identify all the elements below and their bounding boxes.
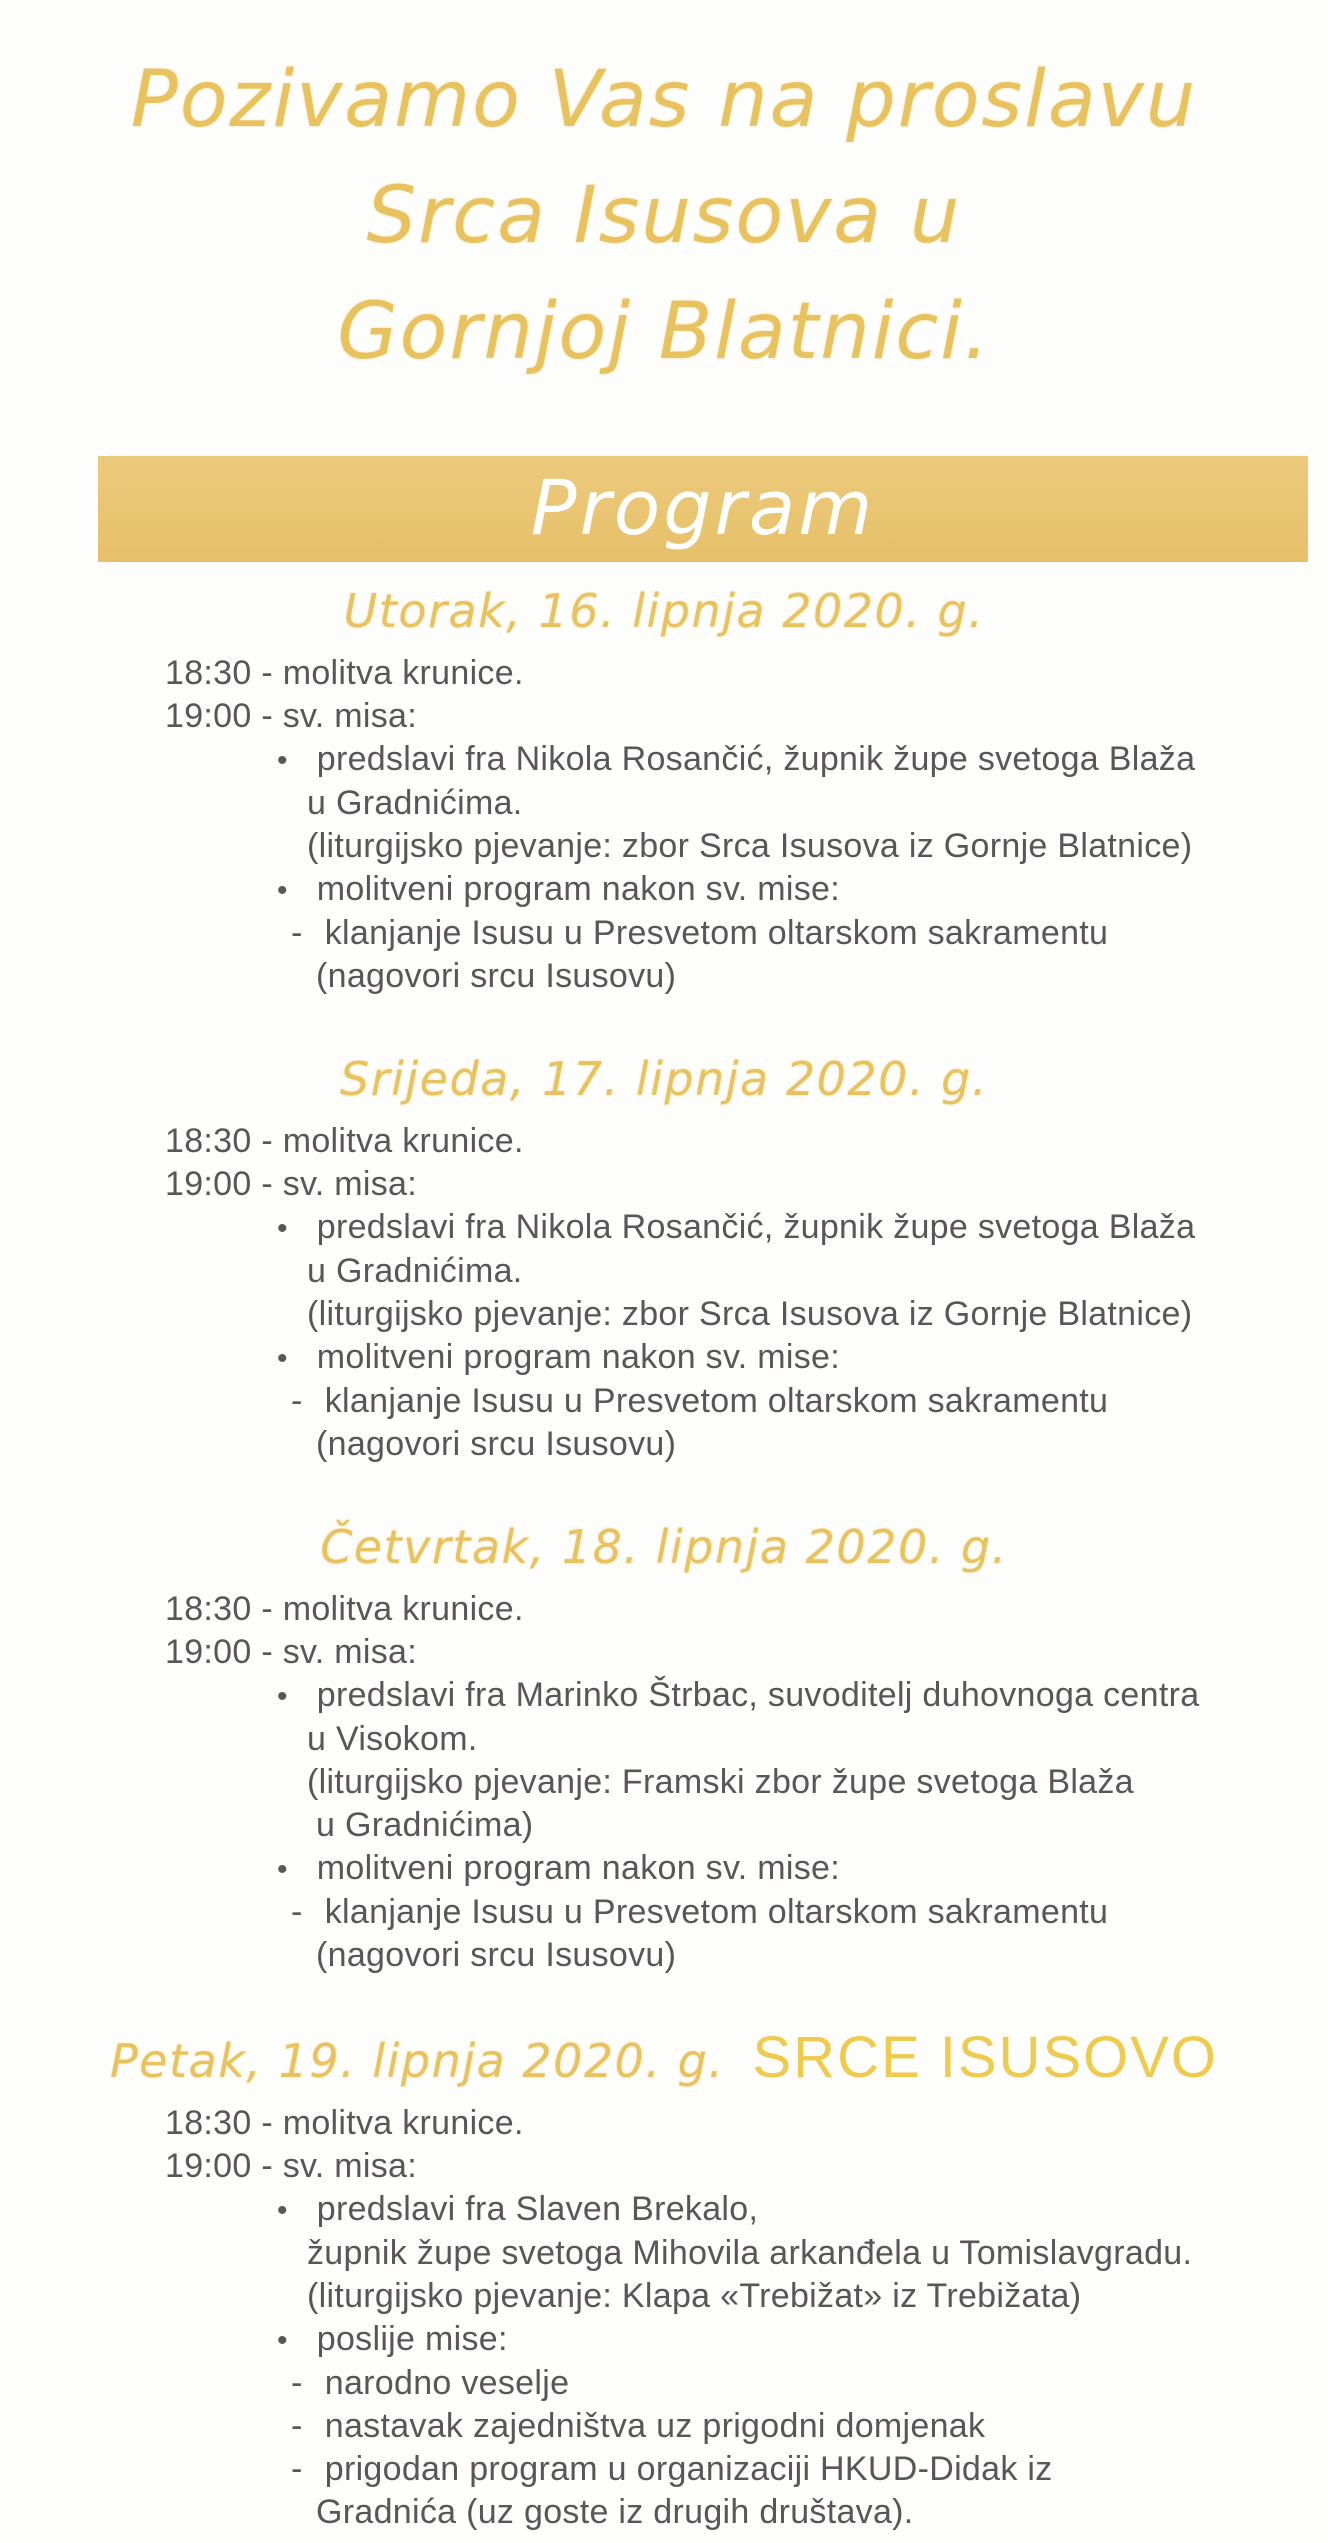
program-line: [0, 2145, 1328, 2188]
program-line: [0, 1120, 1328, 1163]
line-marker: -: [291, 1382, 303, 1420]
line-text: u Visokom.: [307, 1720, 478, 1758]
day-header-date-script: Petak, 19. lipnja 2020. g.: [109, 2034, 725, 2088]
program-line: [0, 1336, 1328, 1380]
program-banner: [98, 456, 1308, 562]
line-marker: -: [291, 1893, 303, 1931]
line-marker: •: [277, 2194, 288, 2227]
program-line: [0, 1674, 1328, 1718]
day-header-feast-caps: SRCE ISUSOVO: [752, 2025, 1219, 2090]
program-line: [0, 1588, 1328, 1631]
line-marker: •: [277, 1342, 288, 1375]
line-text: 19:00 - sv. misa:: [165, 2147, 417, 2185]
line-marker: •: [277, 1212, 288, 1245]
line-marker: -: [291, 914, 303, 952]
line-marker: •: [277, 1853, 288, 1886]
line-text: prigodan program u organizaciji HKUD-Didak iz: [315, 2450, 1053, 2488]
line-text: Gradnića (uz goste iz drugih društava).: [316, 2493, 914, 2531]
program-line: [0, 1934, 1328, 1977]
line-marker: •: [277, 874, 288, 907]
day-sections: [0, 582, 1328, 2534]
program-line: [0, 2491, 1328, 2534]
line-text: klanjanje Isusu u Presvetom oltarskom sakramentu: [315, 1893, 1109, 1931]
line-marker: -: [291, 2407, 303, 2445]
program-banner-label: Program: [530, 462, 876, 552]
line-text: (liturgijsko pjevanje: Framski zbor župe svetoga Blaža: [307, 1763, 1134, 1801]
line-text: klanjanje Isusu u Presvetom oltarskom sakramentu: [315, 1382, 1109, 1420]
line-marker: -: [291, 2364, 303, 2402]
line-text: narodno veselje: [315, 2364, 570, 2402]
program-line: [0, 1250, 1328, 1293]
line-text: u Gradnićima.: [307, 784, 523, 822]
program-line: [0, 695, 1328, 738]
day-section: [0, 1518, 1328, 1977]
line-marker: -: [291, 2450, 303, 2488]
program-line: [0, 2318, 1328, 2362]
line-text: 19:00 - sv. misa:: [165, 1165, 417, 1203]
line-text: predslavi fra Nikola Rosančić, župnik župe svetoga Blaža: [307, 740, 1196, 778]
day-header-date-script: Četvrtak, 18. lipnja 2020. g.: [320, 1520, 1008, 1574]
line-text: 18:30 - molitva krunice.: [165, 1590, 524, 1628]
title-line: Pozivamo Vas na proslavu: [130, 55, 1198, 145]
line-text: molitveni program nakon sv. mise:: [307, 1338, 840, 1376]
program-line: [0, 2102, 1328, 2145]
line-text: (nagovori srcu Isusovu): [316, 957, 677, 995]
program-line: [0, 912, 1328, 955]
line-text: župnik župe svetoga Mihovila arkanđela u Tomislavgradu.: [307, 2234, 1193, 2272]
line-text: u Gradnićima.: [307, 1252, 523, 1290]
day-schedule: [0, 2102, 1328, 2534]
program-line: [0, 1718, 1328, 1761]
program-line: [0, 1206, 1328, 1250]
line-text: 18:30 - molitva krunice.: [165, 2104, 524, 2142]
line-text: molitveni program nakon sv. mise:: [307, 870, 840, 908]
line-text: nastavak zajedništva uz prigodni domjenak: [315, 2407, 986, 2445]
program-line: [0, 2188, 1328, 2232]
title-line: Srca Isusova u: [366, 171, 962, 261]
line-marker: •: [277, 744, 288, 777]
day-header-date-script: Utorak, 16. lipnja 2020. g.: [343, 584, 985, 638]
line-marker: •: [277, 2324, 288, 2357]
line-text: u Gradnićima): [316, 1806, 534, 1844]
program-line: [0, 2232, 1328, 2275]
day-section: [0, 582, 1328, 998]
program-line: [0, 1891, 1328, 1934]
day-header: [0, 2025, 1328, 2090]
program-line: [0, 1423, 1328, 1466]
program-line: [0, 1761, 1328, 1804]
program-line: [0, 1631, 1328, 1674]
title-line: Gornjoj Blatnici.: [337, 287, 991, 377]
program-line: [0, 1847, 1328, 1891]
program-line: [0, 825, 1328, 868]
line-text: poslije mise:: [307, 2320, 508, 2358]
line-marker: •: [277, 1680, 288, 1713]
day-header: [0, 582, 1328, 640]
program-line: [0, 1293, 1328, 1336]
day-section: [0, 1050, 1328, 1466]
line-text: (liturgijsko pjevanje: zbor Srca Isusova iz Gornje Blatnice): [307, 827, 1193, 865]
day-section: [0, 2025, 1328, 2534]
day-schedule: [0, 652, 1328, 998]
program-line: [0, 2362, 1328, 2405]
line-text: predslavi fra Marinko Štrbac, suvoditelj duhovnoga centra: [307, 1676, 1200, 1714]
day-header-date-script: Srijeda, 17. lipnja 2020. g.: [339, 1052, 989, 1106]
line-text: 18:30 - molitva krunice.: [165, 654, 524, 692]
line-text: predslavi fra Slaven Brekalo,: [307, 2190, 759, 2228]
program-line: [0, 1804, 1328, 1847]
line-text: (nagovori srcu Isusovu): [316, 1425, 677, 1463]
day-schedule: [0, 1120, 1328, 1466]
program-line: [0, 1380, 1328, 1423]
program-line: [0, 868, 1328, 912]
program-line: [0, 2405, 1328, 2448]
line-text: 18:30 - molitva krunice.: [165, 1122, 524, 1160]
program-line: [0, 652, 1328, 695]
line-text: molitveni program nakon sv. mise:: [307, 1849, 840, 1887]
line-text: (liturgijsko pjevanje: Klapa «Trebižat» iz Trebižata): [307, 2277, 1082, 2315]
program-line: [0, 2448, 1328, 2491]
program-line: [0, 782, 1328, 825]
program-line: [0, 738, 1328, 782]
invitation-title: [0, 0, 1328, 390]
line-text: predslavi fra Nikola Rosančić, župnik župe svetoga Blaža: [307, 1208, 1196, 1246]
line-text: 19:00 - sv. misa:: [165, 1633, 417, 1671]
program-line: [0, 955, 1328, 998]
program-line: [0, 1163, 1328, 1206]
day-schedule: [0, 1588, 1328, 1977]
program-line: [0, 2275, 1328, 2318]
line-text: (nagovori srcu Isusovu): [316, 1936, 677, 1974]
line-text: klanjanje Isusu u Presvetom oltarskom sakramentu: [315, 914, 1109, 952]
day-header: [0, 1518, 1328, 1576]
line-text: 19:00 - sv. misa:: [165, 697, 417, 735]
line-text: (liturgijsko pjevanje: zbor Srca Isusova iz Gornje Blatnice): [307, 1295, 1193, 1333]
day-header: [0, 1050, 1328, 1108]
